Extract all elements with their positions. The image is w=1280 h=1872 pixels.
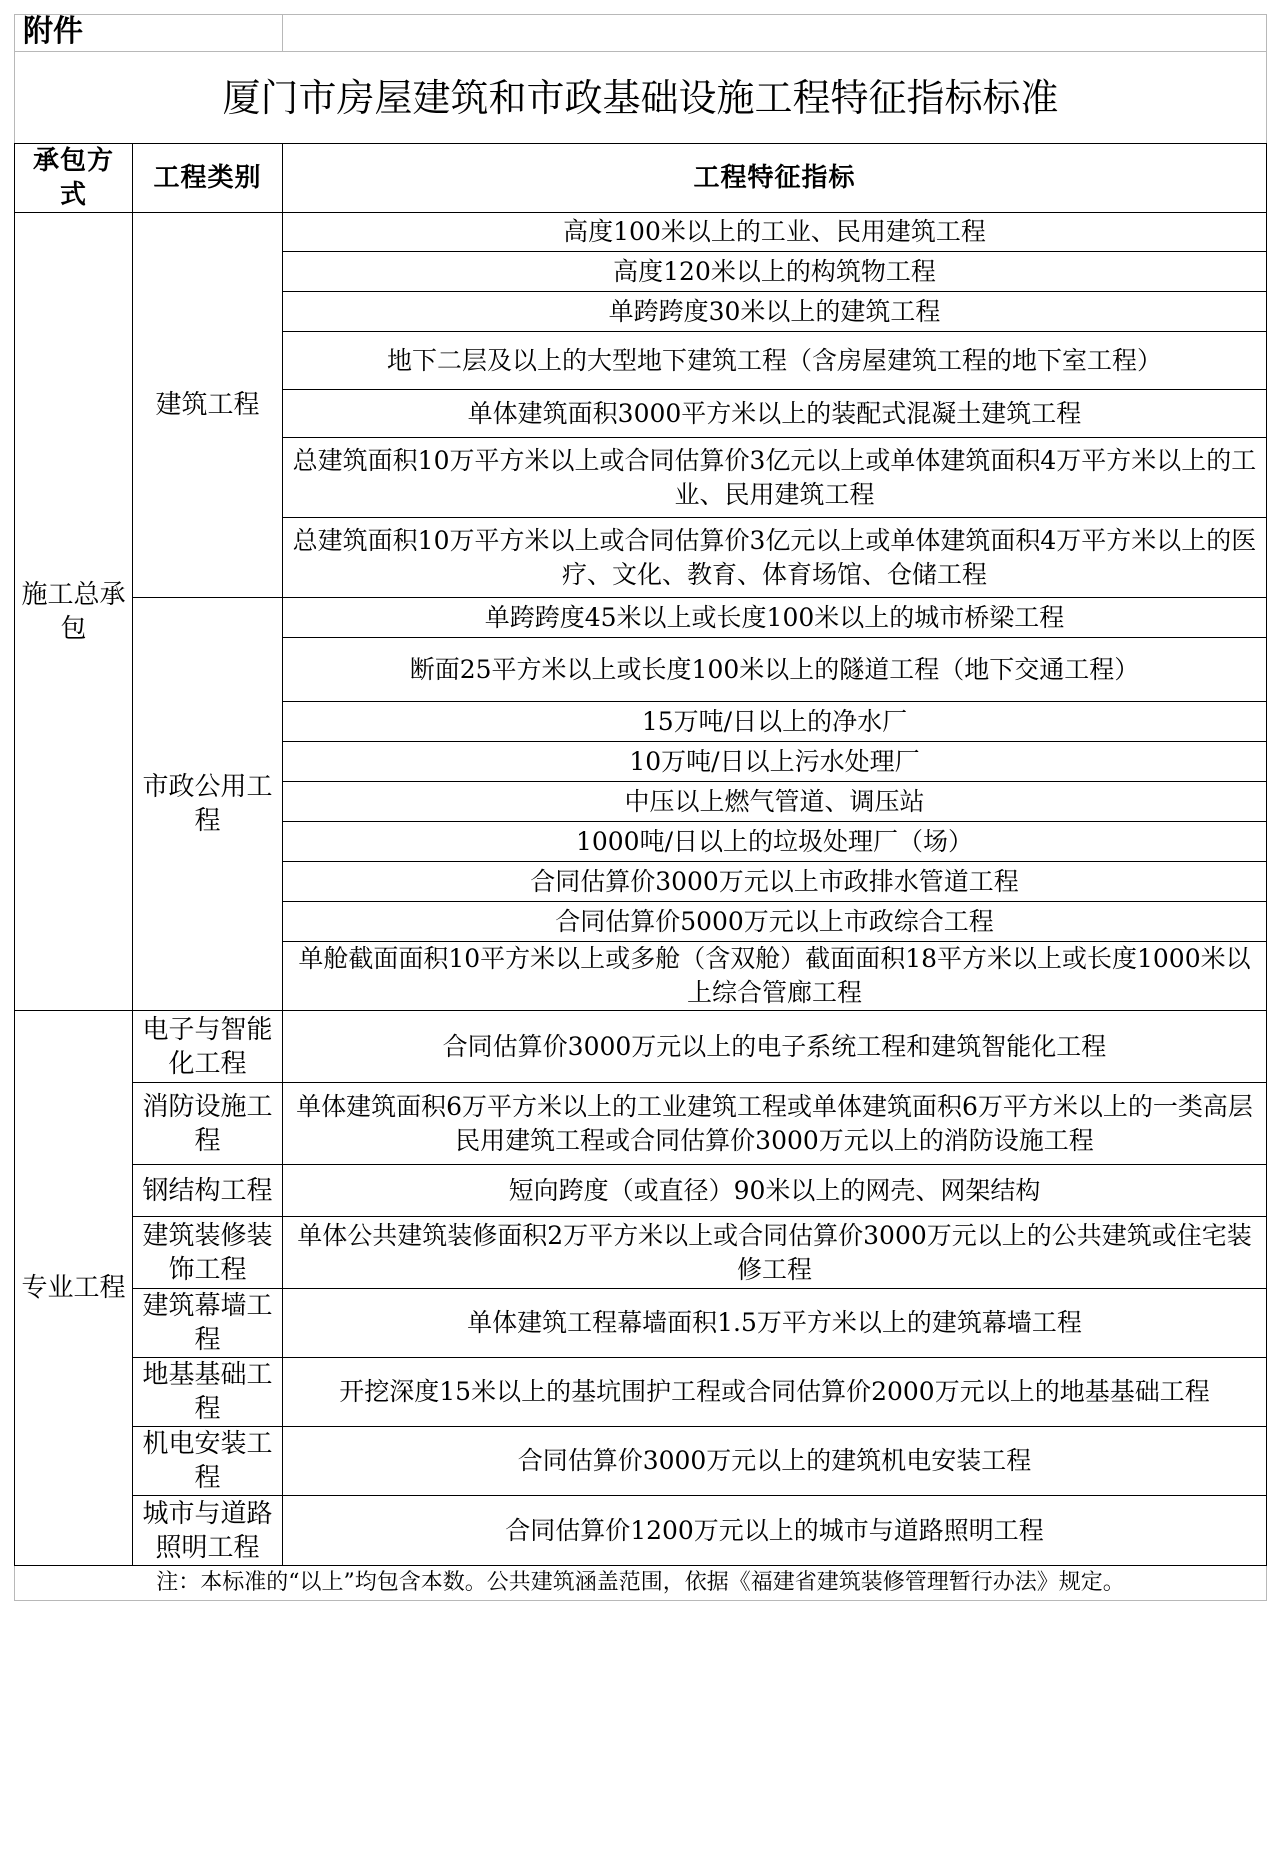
indicator-cell: 地下二层及以上的大型地下建筑工程（含房屋建筑工程的地下室工程） bbox=[283, 332, 1267, 390]
mode-cell: 施工总承包 bbox=[15, 213, 133, 1011]
category-cell: 钢结构工程 bbox=[133, 1165, 283, 1217]
category-cell: 机电安装工程 bbox=[133, 1427, 283, 1496]
indicator-cell: 短向跨度（或直径）90米以上的网壳、网架结构 bbox=[283, 1165, 1267, 1217]
blank-cell bbox=[283, 15, 1267, 52]
table-row bbox=[15, 1083, 1267, 1165]
standards-table bbox=[14, 14, 1267, 1601]
indicator-cell: 总建筑面积10万平方米以上或合同估算价3亿元以上或单体建筑面积4万平方米以上的工业、民用建筑工程 bbox=[283, 438, 1267, 518]
indicator-cell: 合同估算价3000万元以上市政排水管道工程 bbox=[283, 862, 1267, 902]
indicator-cell: 单体建筑工程幕墙面积1.5万平方米以上的建筑幕墙工程 bbox=[283, 1289, 1267, 1358]
indicator-cell: 单体建筑面积6万平方米以上的工业建筑工程或单体建筑面积6万平方米以上的一类高层民用建筑工程或合同估算价3000万元以上的消防设施工程 bbox=[283, 1083, 1267, 1165]
indicator-cell: 高度120米以上的构筑物工程 bbox=[283, 252, 1267, 292]
table-row bbox=[15, 598, 1267, 638]
category-cell: 消防设施工程 bbox=[133, 1083, 283, 1165]
table-row bbox=[15, 1358, 1267, 1427]
header-indicator: 工程特征指标 bbox=[283, 144, 1267, 213]
category-cell: 电子与智能化工程 bbox=[133, 1011, 283, 1083]
table-row bbox=[15, 1289, 1267, 1358]
indicator-cell: 合同估算价3000万元以上的建筑机电安装工程 bbox=[283, 1427, 1267, 1496]
indicator-cell: 合同估算价3000万元以上的电子系统工程和建筑智能化工程 bbox=[283, 1011, 1267, 1083]
indicator-cell: 15万吨/日以上的净水厂 bbox=[283, 702, 1267, 742]
indicator-cell: 断面25平方米以上或长度100米以上的隧道工程（地下交通工程） bbox=[283, 638, 1267, 702]
header-mode: 承包方式 bbox=[15, 144, 133, 213]
header-category: 工程类别 bbox=[133, 144, 283, 213]
indicator-cell: 中压以上燃气管道、调压站 bbox=[283, 782, 1267, 822]
table-row bbox=[15, 1165, 1267, 1217]
page-title: 厦门市房屋建筑和市政基础设施工程特征指标标准 bbox=[15, 52, 1267, 144]
indicator-cell: 10万吨/日以上污水处理厂 bbox=[283, 742, 1267, 782]
table-row bbox=[15, 1496, 1267, 1566]
indicator-cell: 单跨跨度45米以上或长度100米以上的城市桥梁工程 bbox=[283, 598, 1267, 638]
attachment-label: 附件 bbox=[15, 15, 283, 52]
table-row bbox=[15, 1011, 1267, 1083]
mode-cell: 专业工程 bbox=[15, 1011, 133, 1566]
indicator-cell: 合同估算价5000万元以上市政综合工程 bbox=[283, 902, 1267, 942]
indicator-cell: 单体建筑面积3000平方米以上的装配式混凝土建筑工程 bbox=[283, 390, 1267, 438]
indicator-cell: 单跨跨度30米以上的建筑工程 bbox=[283, 292, 1267, 332]
category-cell: 城市与道路照明工程 bbox=[133, 1496, 283, 1566]
category-cell: 建筑幕墙工程 bbox=[133, 1289, 283, 1358]
category-cell: 建筑工程 bbox=[133, 213, 283, 598]
table-row bbox=[15, 1217, 1267, 1289]
indicator-cell: 1000吨/日以上的垃圾处理厂（场） bbox=[283, 822, 1267, 862]
footnote: 注：本标准的“以上”均包含本数。公共建筑涵盖范围，依据《福建省建筑装修管理暂行办法》规定。 bbox=[15, 1566, 1267, 1601]
standards-sheet bbox=[14, 14, 1266, 1601]
table-row bbox=[15, 213, 1267, 252]
indicator-cell: 单舱截面面积10平方米以上或多舱（含双舱）截面面积18平方米以上或长度1000米以上综合管廊工程 bbox=[283, 942, 1267, 1011]
indicator-cell: 高度100米以上的工业、民用建筑工程 bbox=[283, 213, 1267, 252]
indicator-cell: 合同估算价1200万元以上的城市与道路照明工程 bbox=[283, 1496, 1267, 1566]
category-cell: 市政公用工程 bbox=[133, 598, 283, 1011]
indicator-cell: 总建筑面积10万平方米以上或合同估算价3亿元以上或单体建筑面积4万平方米以上的医疗、文化、教育、体育场馆、仓储工程 bbox=[283, 518, 1267, 598]
category-cell: 地基基础工程 bbox=[133, 1358, 283, 1427]
indicator-cell: 开挖深度15米以上的基坑围护工程或合同估算价2000万元以上的地基基础工程 bbox=[283, 1358, 1267, 1427]
table-row bbox=[15, 1427, 1267, 1496]
indicator-cell: 单体公共建筑装修面积2万平方米以上或合同估算价3000万元以上的公共建筑或住宅装修工程 bbox=[283, 1217, 1267, 1289]
category-cell: 建筑装修装饰工程 bbox=[133, 1217, 283, 1289]
